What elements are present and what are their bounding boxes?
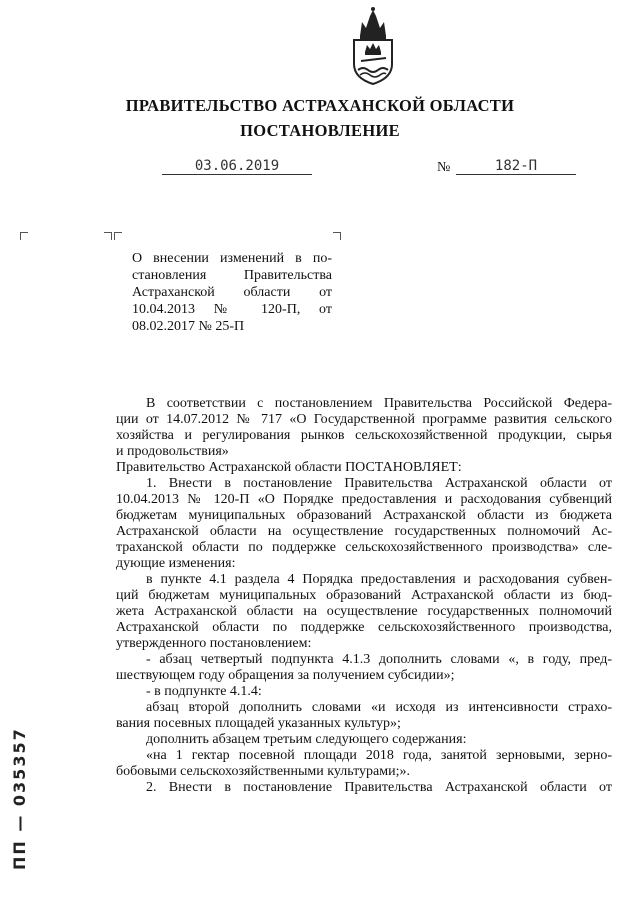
body-line: Астраханской области по поддержке сельскохозяйственного производства, bbox=[116, 620, 612, 635]
serial-number bbox=[10, 720, 30, 870]
document-subject bbox=[132, 250, 332, 335]
corner-mark bbox=[20, 232, 28, 240]
body-line: Правительство Астраханской области ПОСТАНОВЛЯЕТ: bbox=[116, 460, 462, 475]
body-line: В соответствии с постановлением Правительства Российской Федера- bbox=[146, 396, 612, 411]
body-line: 1. Внести в постановление Правительства Астраханской области от bbox=[146, 476, 612, 491]
body-line: бюджетам муниципальных образований Астраханской области из бюджета bbox=[116, 508, 612, 523]
subject-line: становления Правительства bbox=[132, 268, 332, 283]
body-line: хозяйства и регулирования рынков сельскохозяйственной продукции, сырья bbox=[116, 428, 612, 443]
subject-line: О внесении изменений в по- bbox=[132, 251, 332, 266]
body-line: - абзац четвертый подпункта 4.1.3 дополнить словами «, в году, пред- bbox=[146, 652, 612, 667]
serial-text: ПП — 035357 bbox=[10, 727, 29, 870]
corner-mark bbox=[104, 232, 112, 240]
body-line: дующие изменения: bbox=[116, 556, 236, 571]
subject-line: 10.04.2013 № 120-П, от bbox=[132, 302, 332, 317]
subject-line: Астраханской области от bbox=[132, 285, 332, 300]
body-line: дополнить абзацем третьим следующего содержания: bbox=[146, 732, 467, 747]
body-line: «на 1 гектар посевной площади 2018 года, занятой зерновыми, зерно- bbox=[146, 748, 612, 763]
number-label: № bbox=[437, 160, 451, 175]
body-line: траханской области по поддержке сельскохозяйственного производства» сле- bbox=[116, 540, 612, 555]
date-underline bbox=[162, 174, 312, 175]
corner-mark bbox=[333, 232, 341, 240]
body-line: вания посевных площадей указанных культур»; bbox=[116, 716, 401, 731]
body-line: ций бюджетам муниципальных образований Астраханской области из бюд- bbox=[116, 588, 612, 603]
body-line: ции от 14.07.2012 № 717 «О Государственной программе развития сельского bbox=[116, 412, 612, 427]
corner-mark bbox=[114, 232, 122, 240]
body-line: абзац второй дополнить словами «и исходя из интенсивности страхо- bbox=[146, 700, 612, 715]
body-line: Астраханской области на осуществление государственных полномочий Ас- bbox=[116, 524, 612, 539]
document-type: ПОСТАНОВЛЕНИЕ bbox=[240, 121, 400, 140]
body-line: 10.04.2013 № 120-П «О Порядке предоставления и расходования субвенций bbox=[116, 492, 612, 507]
government-title: ПРАВИТЕЛЬСТВО АСТРАХАНСКОЙ ОБЛАСТИ bbox=[125, 96, 515, 115]
body-line: - в подпункте 4.1.4: bbox=[146, 684, 262, 699]
body-line: утвержденного постановлением: bbox=[116, 636, 312, 651]
body-line: шествующем году обращения за получением субсидии»; bbox=[116, 668, 455, 683]
body-line: бобовыми сельскохозяйственными культурами;». bbox=[116, 764, 410, 779]
document-date: 03.06.2019 bbox=[194, 158, 280, 174]
subject-line: 08.02.2017 № 25-П bbox=[132, 319, 245, 334]
number-underline bbox=[456, 174, 576, 175]
body-line: и продовольствия» bbox=[116, 444, 229, 459]
body-line: жета Астраханской области на осуществление государственных полномочий bbox=[116, 604, 612, 619]
document-body bbox=[116, 396, 612, 796]
coat-of-arms-icon bbox=[346, 6, 400, 86]
body-line: 2. Внести в постановление Правительства Астраханской области от bbox=[146, 780, 612, 795]
body-line: в пункте 4.1 раздела 4 Порядка предоставления и расходования субвен- bbox=[146, 572, 612, 587]
document-number: 182-П bbox=[494, 158, 538, 174]
